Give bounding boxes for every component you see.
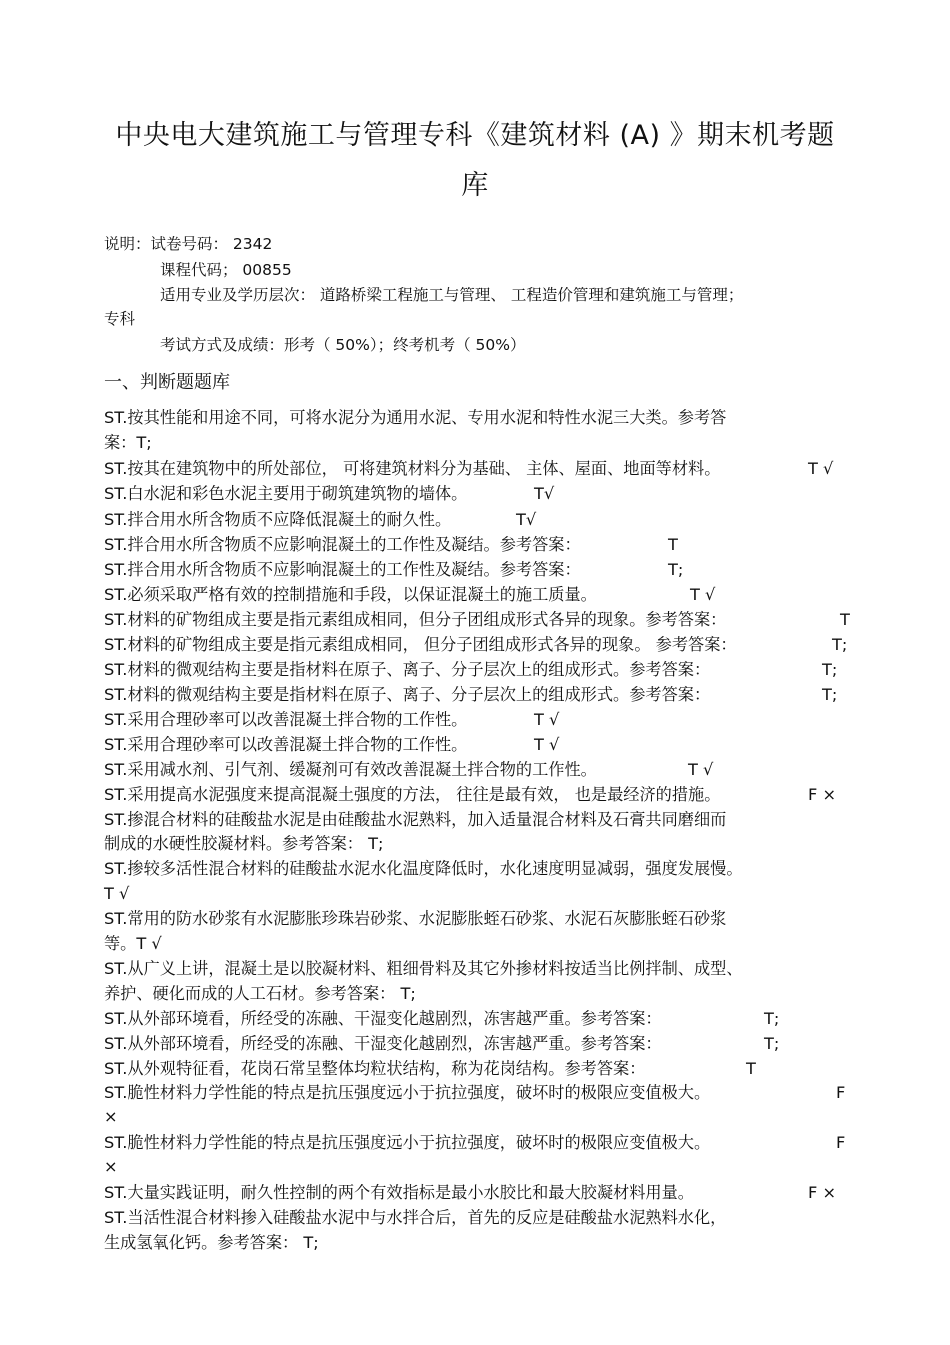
question-line: ST.采用合理砂率可以改善混凝土拌合物的工作性。 <box>104 710 468 729</box>
answer-mark: T; <box>764 1034 780 1053</box>
answer-mark: × <box>104 1157 118 1176</box>
document-title: 中央电大建筑施工与管理专科《建筑材料 (A) 》期末机考题 <box>115 120 835 151</box>
question-line: ST.白水泥和彩色水泥主要用于砌筑建筑物的墙体。 <box>104 484 468 503</box>
answer-mark: × <box>104 1107 118 1126</box>
answer-mark: T√ <box>534 484 555 503</box>
answer-mark: T; <box>764 1009 780 1028</box>
question-line: 养护、硬化而成的人工石材。参考答案： T; <box>104 984 416 1003</box>
question-line: ST.采用减水剂、引气剂、缓凝剂可有效改善混凝土拌合物的工作性。 <box>104 760 597 779</box>
question-line: ST.材料的微观结构主要是指材料在原子、离子、分子层次上的组成形式。参考答案： <box>104 685 711 704</box>
answer-mark: T √ <box>688 760 714 779</box>
question-line: ST.从广义上讲，混凝土是以胶凝材料、粗细骨料及其它外掺材料按适当比例拌制、成型、 <box>104 959 743 978</box>
answer-mark: T √ <box>534 735 560 754</box>
answer-mark: T <box>668 535 678 554</box>
question-line: 等。T √ <box>104 934 162 953</box>
question-line: ST.大量实践证明，耐久性控制的两个有效指标是最小水胶比和最大胶凝材料用量。 <box>104 1183 694 1202</box>
question-line: ST.当活性混合材料掺入硅酸盐水泥中与水拌合后，首先的反应是硅酸盐水泥熟料水化， <box>104 1208 727 1227</box>
answer-mark: F <box>836 1083 846 1102</box>
answer-mark: T √ <box>104 884 130 903</box>
question-line: ST.按其性能和用途不同，可将水泥分为通用水泥、专用水泥和特性水泥三大类。参考答 <box>104 408 727 427</box>
question-line: ST.脆性材料力学性能的特点是抗压强度远小于抗拉强度，破坏时的极限应变值极大。 <box>104 1083 711 1102</box>
question-line: ST.材料的矿物组成主要是指元素组成相同， 但分子团组成形式各异的现象。 参考答案： <box>104 635 737 654</box>
question-line: ST.常用的防水砂浆有水泥膨胀珍珠岩砂浆、水泥膨胀蛭石砂浆、水泥石灰膨胀蛭石砂浆 <box>104 909 727 928</box>
question-line: ST.掺较多活性混合材料的硅酸盐水泥水化温度降低时，水化速度明显减弱，强度发展慢。 <box>104 859 743 878</box>
answer-mark: T√ <box>516 510 537 529</box>
answer-mark: T; <box>832 635 848 654</box>
answer-mark: T √ <box>808 459 834 478</box>
answer-mark: T; <box>668 560 684 579</box>
answer-mark: F × <box>808 1183 837 1202</box>
question-line: ST.拌合用水所含物质不应影响混凝土的工作性及凝结。参考答案： <box>104 535 581 554</box>
question-line: ST.脆性材料力学性能的特点是抗压强度远小于抗拉强度，破坏时的极限应变值极大。 <box>104 1133 711 1152</box>
question-line: ST.从外观特征看，花岗石常呈整体均粒状结构，称为花岗结构。参考答案： <box>104 1059 646 1078</box>
answer-mark: F × <box>808 785 837 804</box>
section-title: 一、判断题题库 <box>104 372 230 393</box>
question-line: ST.材料的矿物组成主要是指元素组成相同，但分子团组成形式各异的现象。参考答案： <box>104 610 727 629</box>
answer-mark: F <box>836 1133 846 1152</box>
question-line: 制成的水硬性胶凝材料。参考答案： T; <box>104 834 384 853</box>
answer-mark: T √ <box>690 585 716 604</box>
answer-mark: T; <box>822 685 838 704</box>
question-line: ST.拌合用水所含物质不应影响混凝土的工作性及凝结。参考答案： <box>104 560 581 579</box>
answer-mark: T <box>840 610 850 629</box>
document-title-continued: 库 <box>461 170 489 201</box>
question-line: ST.采用提高水泥强度来提高混凝土强度的方法， 往往是最有效， 也是最经济的措施。 <box>104 785 721 804</box>
question-line: ST.材料的微观结构主要是指材料在原子、离子、分子层次上的组成形式。参考答案： <box>104 660 711 679</box>
question-line: ST.掺混合材料的硅酸盐水泥是由硅酸盐水泥熟料，加入适量混合材料及石膏共同磨细而 <box>104 810 727 829</box>
meta-paper-number: 说明：试卷号码： 2342 <box>104 235 273 253</box>
meta-course-code: 课程代码； 00855 <box>160 261 292 279</box>
question-line: ST.采用合理砂率可以改善混凝土拌合物的工作性。 <box>104 735 468 754</box>
meta-exam-method: 考试方式及成绩：形考（ 50%）；终考机考（ 50%） <box>160 336 526 354</box>
question-line: 生成氢氧化钙。参考答案： T; <box>104 1233 319 1252</box>
question-line: ST.拌合用水所含物质不应降低混凝土的耐久性。 <box>104 510 452 529</box>
meta-level: 专科 <box>104 310 136 328</box>
question-line: ST.按其在建筑物中的所处部位， 可将建筑材料分为基础、 主体、屋面、地面等材料。 <box>104 459 721 478</box>
question-line: ST.必须采取严格有效的控制措施和手段，以保证混凝土的施工质量。 <box>104 585 597 604</box>
question-line: ST.从外部环境看，所经受的冻融、干湿变化越剧烈，冻害越严重。参考答案： <box>104 1034 662 1053</box>
answer-mark: T <box>746 1059 756 1078</box>
question-line: 案：T; <box>104 433 152 452</box>
meta-applicable-major: 适用专业及学历层次： 道路桥梁工程施工与管理、 工程造价管理和建筑施工与管理； <box>160 286 744 304</box>
answer-mark: T √ <box>534 710 560 729</box>
question-line: ST.从外部环境看，所经受的冻融、干湿变化越剧烈，冻害越严重。参考答案： <box>104 1009 662 1028</box>
answer-mark: T; <box>822 660 838 679</box>
